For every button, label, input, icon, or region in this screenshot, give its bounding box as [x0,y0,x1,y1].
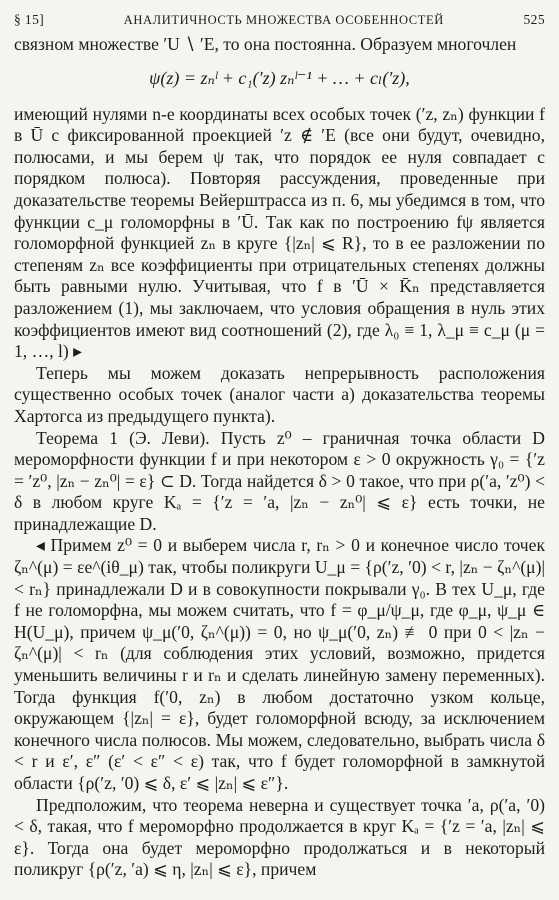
section-marker: § 15] [14,12,45,27]
page-header [14,12,545,28]
running-title: АНАЛИТИЧНОСТЬ МНОЖЕСТВА ОСОБЕННОСТЕЙ [123,13,444,27]
paragraph-3: Теперь мы можем доказать непрерывность расположения существенно особых точек (аналог части а) доказательства теоремы Хартогса из предыдущего пункта). [14,362,545,426]
proof-paragraph: ◂ Примем z⁰ = 0 и выберем числа r, rₙ > 0 и конечное число точек ζₙ^(μ) = εe^(iθ_μ) так, чтобы поликруги U_μ = {ρ(′z, ′0) < r, |zₙ − ζₙ^(μ)| < rₙ} принадлежали D и в совокупности покрывали γ₀. В тех U_μ, где f не голоморфна, мы можем считать, что f = φ_μ/ψ_μ, где φ_μ, ψ_μ ∈ H(U_μ), причем ψ_μ(′0, ζₙ^(μ)) = 0, но ψ_μ(′0, zₙ) ≢ 0 при 0 < |zₙ − ζₙ^(μ)| < rₙ (для соблюдения этих условий, возможно, придется уменьшить величины r и rₙ и сделать линейную замену переменных). Тогда функция f(′0, zₙ) в любом достаточно узком кольце, окружающем {|zₙ| = ε}, будет голоморфной всюду, за исключением конечного числа полюсов. Мы можем, следовательно, выбрать числа δ < r и ε′, ε″ (ε′ < ε″ < ε) так, что f будет голоморфной в замкнутой области {ρ(′z, ′0) ⩽ δ, ε′ ⩽ |zₙ| ⩽ ε″}. [14,535,545,793]
formula-polynomial: ψ(z) = zₙˡ + c₁(′z) zₙˡ⁻¹ + … + cₗ(′z), [149,67,410,88]
paragraph-6: Предположим, что теорема неверна и существует точка ′a, ρ(′a, ′0) < δ, такая, что f мероморфно продолжается в круг Kₐ = {′z = ′a, |zₙ| ⩽ ε}. Тогда она будет мероморфно продолжаться и в некоторый поликруг {ρ(′z, ′a) ⩽ η, |zₙ| ⩽ ε}, причем [14,794,545,880]
paragraph-1: связном множестве ′U ∖ ′E, то она постоянна. Образуем многочлен [14,34,517,54]
page-number: 525 [523,12,545,27]
theorem-levi: Теорема 1 (Э. Леви). Пусть z⁰ – граничная точка области D мероморфности функции f и при некотором ε > 0 окружность γ₀ = {′z = ′z⁰, |zₙ − zₙ⁰| = ε} ⊂ D. Тогда найдется δ > 0 такое, что при ρ(′a, ′z⁰) < δ в любом круге Kₐ = {′z = ′a, |zₙ − zₙ⁰| ⩽ ε} есть точки, не принадлежащие D. [14,427,545,534]
paragraph-2: имеющий нулями n-е координаты всех особых точек (′z, zₙ) функции f в Ū с фиксированной проекцией ′z ∉ ′E (все они будут, очевидно, полюсами, и мы берем ψ так, что порядок ее нуля совпадает с порядком полюса). Повторяя рассуждения, проведенные при доказательстве теоремы Вейерштрасса из п. 6, мы убедимся в том, что функции c_μ голоморфны в ′Ū. Так как по построению fψ является голоморфной функцией zₙ в круге {|zₙ| ⩽ R}, то в ее разложении по степеням zₙ все коэффициенты при отрицательных степенях должны быть равными нулю. Учитывая, что f в ′Ū × K̄ₙ представляется разложением (1), мы заключаем, что условия обращения в нуль этих коэффициентов имеют вид соотношений (2), где λ₀ ≡ 1, λ_μ ≡ c_μ (μ = 1, …, l) ▸ [14,103,545,362]
